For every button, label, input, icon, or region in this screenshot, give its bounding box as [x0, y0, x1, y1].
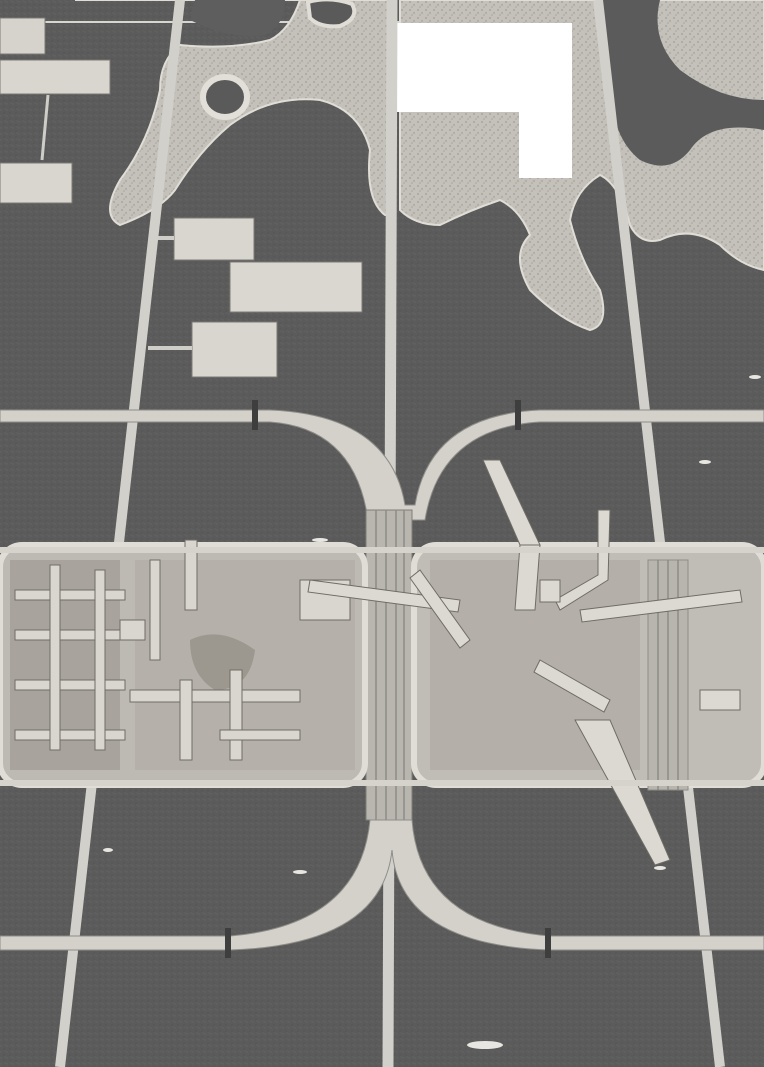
small-lagoon — [308, 0, 354, 26]
left-district — [0, 540, 365, 785]
central-spine — [366, 510, 412, 820]
stadium — [203, 77, 247, 117]
